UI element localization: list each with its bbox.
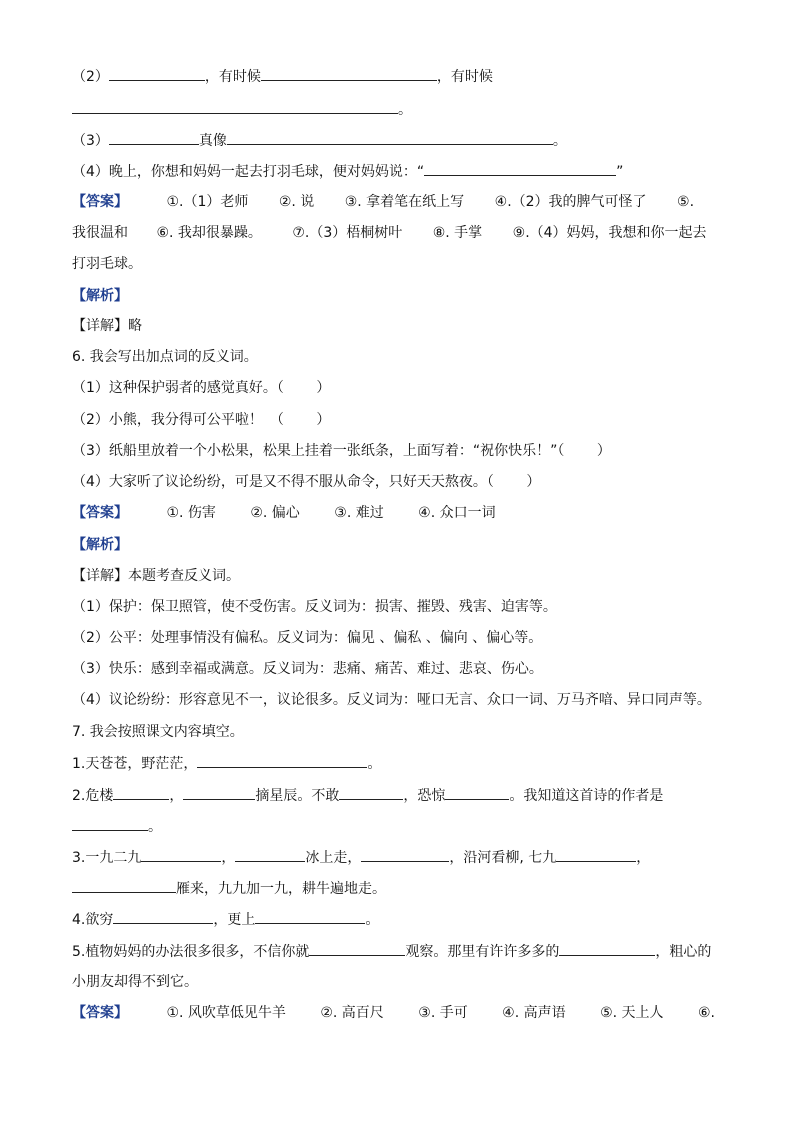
blank (72, 878, 176, 893)
q7-text-5b: 小朋友却得不到它。 (72, 974, 198, 990)
blank (556, 847, 636, 862)
q5-analysis-tag: 【解析】 (72, 288, 128, 304)
q7-poem-3b: 雁来，九九加一九，耕牛遍地走。 (72, 878, 386, 899)
q5-answer-3: 打羽毛球。 (72, 256, 142, 272)
q6-sentence-4: （4）大家听了议论纷纷，可是又不得不服从命令，只好天天熬夜。（ ） (72, 474, 541, 490)
blank (559, 941, 655, 956)
q7-title: 7. 我会按照课文内容填空。 (72, 724, 244, 740)
blank (309, 941, 405, 956)
q5-line-3: （3） 真像 。 (72, 130, 567, 151)
q5-line-2b: 。 (72, 99, 412, 120)
blank (424, 161, 616, 176)
q7-text-5: 5.植物妈妈的办法很多很多，不信你就 观察。那里有许许多多的 ，粗心的 (72, 941, 711, 962)
q6-sentence-3: （3）纸船里放着一个小松果，松果上挂着一张纸条，上面写着：“祝你快乐！”（ ） (72, 443, 611, 459)
q6-explain-4: （4）议论纷纷：形容意见不一，议论很多。反义词为：哑口无言、众口一词、万马齐喑、异口同声等。 (72, 692, 711, 708)
blank (141, 847, 221, 862)
q6-explain-2: （2）公平：处理事情没有偏私。反义词为：偏见 、偏私 、偏向 、偏心等。 (72, 630, 543, 646)
q7-poem-1: 1.天苍苍，野茫茫， 。 (72, 753, 381, 774)
q6-sentence-2: （2）小熊，我分得可公平啦！ （ ） (72, 412, 331, 428)
q6-analysis-tag: 【解析】 (72, 537, 128, 553)
blank (109, 66, 205, 81)
blank (361, 847, 449, 862)
answer-tag: 【答案】 (72, 1005, 128, 1021)
blank (113, 909, 213, 924)
q7-poem-2b: 。 (72, 816, 162, 837)
answer-tag: 【答案】 (72, 194, 128, 210)
answer-tag: 【答案】 (72, 505, 128, 521)
q5-answer: 【答案】 ①.（1）老师 ②. 说 ③. 拿着笔在纸上写 ④.（2）我的脾气可怪了 ⑤. (72, 194, 695, 210)
blank (227, 130, 553, 145)
blank (183, 785, 255, 800)
q6-answer: 【答案】 ①. 伤害 ②. 偏心 ③. 难过 ④. 众口一词 (72, 505, 496, 521)
q6-sentence-1: （1）这种保护弱者的感觉真好。（ ） (72, 380, 331, 396)
q5-answer-2: 我很温和 ⑥. 我却很暴躁。 ⑦.（3）梧桐树叶 ⑧. 手掌 ⑨.（4）妈妈，我想和你一起去 (72, 225, 707, 241)
blank (109, 130, 199, 145)
q7-answer: 【答案】 ①. 风吹草低见牛羊 ②. 高百尺 ③. 手可 ④. 高声语 ⑤. 天上人 ⑥. (72, 1005, 715, 1021)
blank (197, 753, 367, 768)
q5-line-2: （2） ，有时候 ，有时候 (72, 66, 493, 87)
q6-title: 6. 我会写出加点词的反义词。 (72, 349, 258, 365)
blank (72, 816, 148, 831)
blank (261, 66, 437, 81)
q6-explain-1: （1）保护：保卫照管，使不受伤害。反义词为：损害、摧毁、残害、迫害等。 (72, 599, 557, 615)
blank (339, 785, 403, 800)
blank (445, 785, 509, 800)
blank (235, 847, 305, 862)
blank (113, 785, 169, 800)
q6-explain-3: （3）快乐：感到幸福或满意。反义词为：悲痛、痛苦、难过、悲哀、伤心。 (72, 661, 543, 677)
q7-poem-2: 2.危楼 ， 摘星辰。不敢 ，恐惊 。我知道这首诗的作者是 (72, 785, 663, 806)
q5-detail: 【详解】略 (72, 318, 142, 334)
blank (255, 909, 365, 924)
q7-poem-3: 3.一九二九 ， 冰上走， ，沿河看柳, 七九 ， (72, 847, 650, 868)
q6-detail: 【详解】本题考查反义词。 (72, 568, 240, 584)
blank (72, 99, 398, 114)
q5-line-4: （4）晚上，你想和妈妈一起去打羽毛球，便对妈妈说：“ ” (72, 161, 623, 182)
q7-poem-4: 4.欲穷 ，更上 。 (72, 909, 379, 930)
